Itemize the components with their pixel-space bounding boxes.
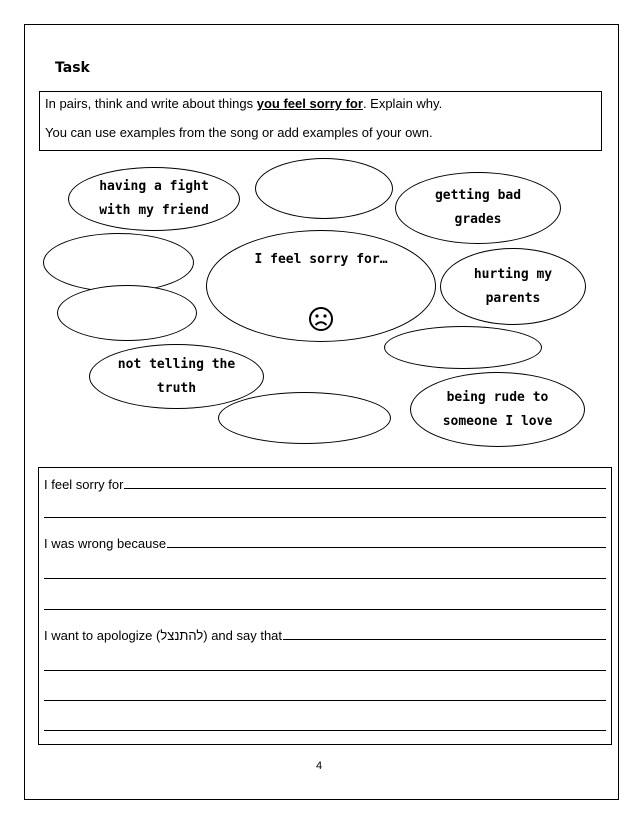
prompt-apologize: I want to apologize (להתנצל) and say that (44, 628, 283, 643)
prompt-was-wrong: I was wrong because (44, 536, 167, 551)
page-number: 4 (315, 760, 323, 772)
instruction-line-2: You can use examples from the song or add examples of your own. (45, 125, 433, 140)
write-line[interactable] (44, 656, 606, 674)
prompt-feel-sorry: I feel sorry for (44, 477, 124, 492)
write-line[interactable] (44, 716, 606, 734)
bubble-empty (57, 285, 197, 341)
instruction-highlight: you feel sorry for (256, 96, 363, 111)
bubble-empty (43, 233, 194, 292)
instruction-line-1 (45, 96, 596, 111)
bubble-being-rude: being rude to someone I love (410, 372, 585, 447)
task-title: Task (55, 60, 90, 76)
instructions-box (39, 91, 602, 151)
writing-box (38, 467, 612, 745)
center-bubble (206, 230, 436, 342)
bubble-empty (384, 326, 542, 369)
center-label: I feel sorry for… (254, 252, 388, 267)
write-line[interactable] (44, 686, 606, 704)
instruction-prefix: In pairs, think and write about things (45, 96, 257, 111)
write-line[interactable] (44, 564, 606, 582)
write-line[interactable] (44, 595, 606, 613)
bubble-not-telling-the-truth: not telling the truth (89, 344, 264, 409)
write-line-prompt-1[interactable] (44, 474, 606, 492)
bubble-empty (218, 392, 391, 444)
write-line[interactable] (44, 503, 606, 521)
bubble-empty (255, 158, 393, 219)
sad-face-icon (308, 282, 334, 341)
write-line-prompt-3[interactable] (44, 625, 606, 643)
bubble-hurting-my-parents: hurting my parents (440, 248, 586, 325)
bubble-having-a-fight: having a fight with my friend (68, 167, 240, 231)
bubble-getting-bad-grades: getting bad grades (395, 172, 561, 244)
write-line-prompt-2[interactable] (44, 533, 606, 551)
instruction-suffix: . Explain why. (362, 96, 443, 111)
